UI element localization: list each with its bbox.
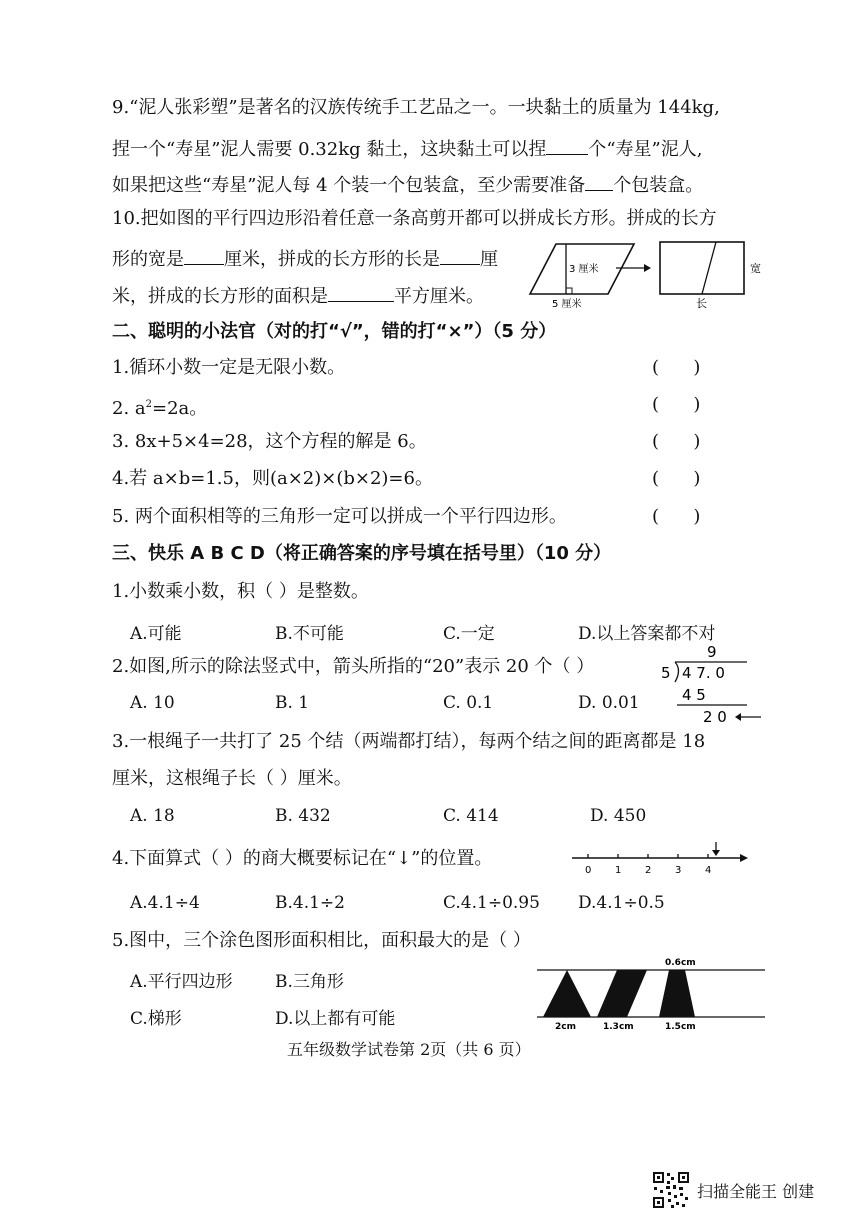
q10-blank3[interactable] — [328, 283, 394, 302]
q10-figure — [520, 236, 770, 316]
division-quotient: 9 — [707, 643, 717, 661]
trapezoid-base-label: 1.5cm — [665, 1022, 696, 1032]
right-angle-mark — [566, 288, 572, 294]
s3-q2-option-a[interactable]: A. 10 — [130, 693, 175, 713]
q9-line3-b: 个包装盒。 — [613, 175, 704, 196]
s2-item4-answer[interactable]: ( ) — [652, 468, 701, 489]
s3-q5-option-a[interactable]: A.平行四边形 — [130, 972, 233, 992]
base-label: 5 厘米 — [552, 299, 582, 310]
s2-item1: 1.循环小数一定是无限小数。 — [112, 357, 346, 378]
s3-q4-option-b[interactable]: B.4.1÷2 — [275, 893, 345, 913]
s3-q4-option-a[interactable]: A.4.1÷4 — [130, 893, 200, 913]
division-bracket — [675, 662, 679, 682]
division-remainder: 2 0 — [703, 708, 727, 726]
triangle-shape — [543, 970, 591, 1017]
s3-q1-option-d[interactable]: D.以上答案都不对 — [578, 624, 716, 644]
q10-line3 — [112, 283, 484, 308]
s3-q3-stem2: 厘米，这根绳子长（ ）厘米。 — [112, 768, 352, 789]
section2-heading: 二、聪明的小法官（对的打“√”，错的打“×”）（5 分） — [112, 321, 557, 342]
q9-line2 — [112, 136, 703, 161]
s3-q5-option-d[interactable]: D.以上都有可能 — [275, 1009, 396, 1029]
page-footer: 五年级数学试卷第 2页（共 6 页） — [287, 1040, 531, 1059]
s3-q4-option-c[interactable]: C.4.1÷0.95 — [443, 893, 540, 913]
number-line-tick-label: 2 — [645, 865, 652, 876]
q10-line2-b: 厘米，拼成的长方形的长是 — [224, 249, 440, 270]
s2-item3: 3. 8x+5×4=28，这个方程的解是 6。 — [112, 431, 427, 452]
s2-item2-a: 2. a — [112, 398, 146, 419]
q9-line3 — [112, 172, 703, 197]
top-width-label: 0.6cm — [665, 958, 696, 968]
rectangle-shape — [660, 242, 744, 294]
q10-line3-a: 米，拼成的长方形的面积是 — [112, 286, 328, 307]
s3-q4-option-d[interactable]: D.4.1÷0.5 — [578, 893, 665, 913]
transform-arrowhead — [644, 264, 651, 272]
s3-q3-stem1: 3.一根绳子一共打了 25 个结（两端都打结），每两个结之间的距离都是 18 — [112, 731, 706, 752]
q10-blank1[interactable] — [184, 246, 224, 265]
s3-q1-option-a[interactable]: A.可能 — [130, 624, 182, 644]
number-line-tick-label: 1 — [615, 865, 622, 876]
parallelogram-base-label: 1.3cm — [603, 1022, 634, 1032]
q10-line2-c: 厘 — [480, 249, 498, 270]
s3-q5-option-c[interactable]: C.梯形 — [130, 1009, 182, 1029]
division-product: 4 5 — [682, 686, 706, 704]
s2-item5-answer[interactable]: ( ) — [652, 506, 701, 527]
s3-q3-option-b[interactable]: B. 432 — [275, 806, 331, 826]
s2-item4: 4.若 a×b=1.5，则(a×2)×(b×2)=6。 — [112, 468, 433, 489]
s3-q2-stem: 2.如图,所示的除法竖式中，箭头所指的“20”表示 20 个（ ） — [112, 656, 595, 677]
shapes-figure — [535, 952, 770, 1034]
q10-line3-b: 平方厘米。 — [394, 286, 484, 307]
number-line-tick-label: 0 — [585, 865, 592, 876]
division-dividend: 4 7. 0 — [682, 664, 725, 682]
s2-item2-b: =2a。 — [152, 398, 208, 419]
q9-line3-a: 如果把这些“寿星”泥人每 4 个装一个包装盒，至少需要准备 — [112, 175, 586, 196]
number-line-tick-label: 3 — [675, 865, 682, 876]
number-line-figure — [570, 840, 755, 880]
s3-q1-option-b[interactable]: B.不可能 — [275, 624, 344, 644]
pointer-arrowhead — [735, 713, 741, 721]
q10-line2-a: 形的宽是 — [112, 249, 184, 270]
s3-q3-option-c[interactable]: C. 414 — [443, 806, 499, 826]
s3-q5-stem: 5.图中，三个涂色图形面积相比，面积最大的是（ ） — [112, 930, 531, 951]
s3-q2-option-d[interactable]: D. 0.01 — [578, 693, 640, 713]
length-label: 长 — [696, 297, 707, 310]
s2-item2-sup: 2 — [145, 399, 153, 410]
width-label: 宽 — [750, 262, 761, 275]
number-line-arrowhead — [740, 854, 748, 862]
s2-item5: 5. 两个面积相等的三角形一定可以拼成一个平行四边形。 — [112, 506, 567, 527]
number-line-tick-label: 4 — [705, 865, 712, 876]
s3-q1-stem: 1.小数乘小数，积（ ）是整数。 — [112, 581, 369, 602]
s3-q3-option-d[interactable]: D. 450 — [590, 806, 647, 826]
s3-q1-option-c[interactable]: C.一定 — [443, 624, 495, 644]
s2-item3-answer[interactable]: ( ) — [652, 431, 701, 452]
down-arrow-icon — [712, 850, 720, 856]
division-divisor: 5 — [661, 664, 671, 682]
long-division-figure — [655, 640, 765, 730]
s3-q3-option-a[interactable]: A. 18 — [130, 806, 175, 826]
q10-line1: 10.把如图的平行四边形沿着任意一条高剪开都可以拼成长方形。拼成的长方 — [112, 208, 717, 229]
qr-code-icon — [652, 1171, 690, 1209]
q9-line2-a: 捏一个“寿星”泥人需要 0.32kg 黏土，这块黏土可以捏 — [112, 139, 547, 160]
s3-q4-stem: 4.下面算式（ ）的商大概要标记在“↓”的位置。 — [112, 848, 493, 869]
height-label: 3 厘米 — [569, 264, 599, 275]
parallelogram-shaded — [597, 970, 647, 1017]
number-line-ticks — [585, 854, 711, 876]
s3-q5-option-b[interactable]: B.三角形 — [275, 972, 344, 992]
trapezoid-shape — [659, 970, 695, 1017]
s3-q2-option-c[interactable]: C. 0.1 — [443, 693, 494, 713]
scanner-watermark: 扫描全能王 创建 — [697, 1182, 815, 1201]
s2-item2-answer[interactable]: ( ) — [652, 394, 701, 415]
triangle-base-label: 2cm — [555, 1022, 576, 1032]
q9-blank2[interactable] — [585, 172, 613, 191]
s2-item2 — [112, 394, 207, 420]
cut-line — [702, 242, 716, 294]
q10-line2 — [112, 246, 498, 271]
section3-heading: 三、快乐 A B C D（将正确答案的序号填在括号里）（10 分） — [112, 543, 612, 564]
q9-line1: 9.“泥人张彩塑”是著名的汉族传统手工艺品之一。一块黏土的质量为 144kg, — [112, 97, 720, 118]
q9-blank1[interactable] — [546, 136, 588, 155]
s3-q2-option-b[interactable]: B. 1 — [275, 693, 310, 713]
q9-line2-b: 个“寿星”泥人, — [588, 139, 703, 160]
s2-item1-answer[interactable]: ( ) — [652, 357, 701, 378]
q10-blank2[interactable] — [440, 246, 480, 265]
